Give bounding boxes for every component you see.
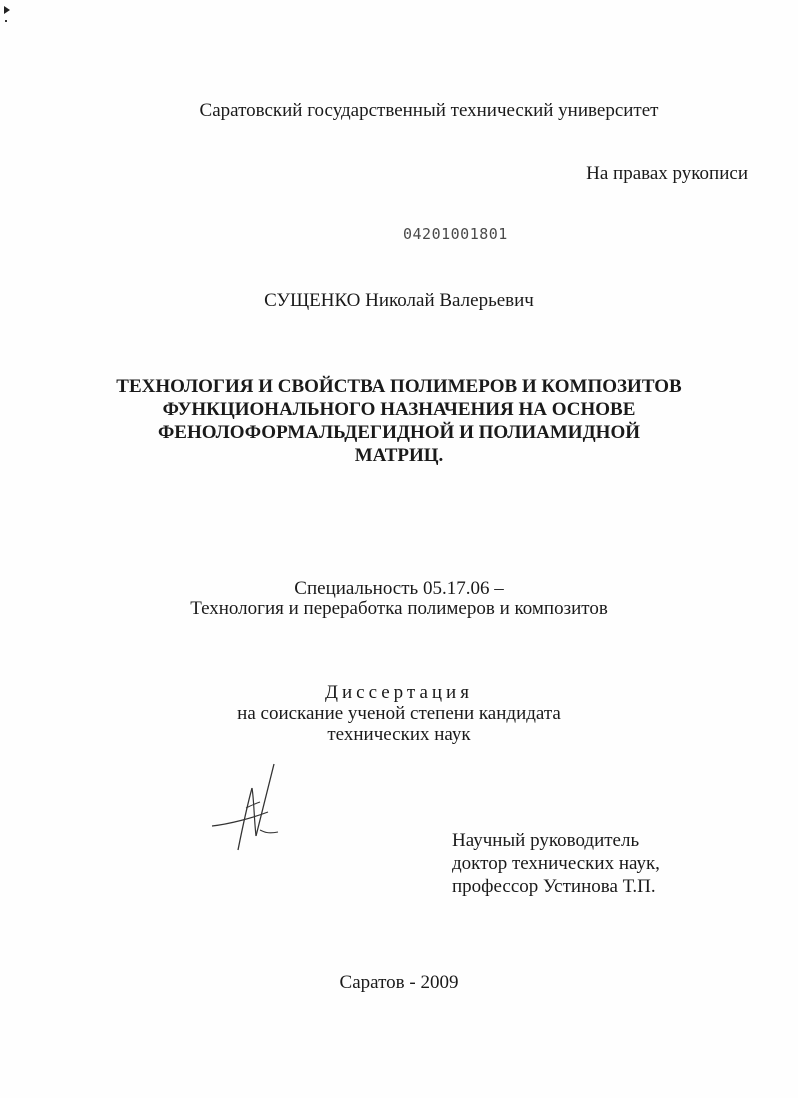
title-line: ФЕНОЛОФОРМАЛЬДЕГИДНОЙ И ПОЛИАМИДНОЙ <box>157 422 640 443</box>
university-name: Саратовский государственный технический университет <box>199 100 659 121</box>
registration-stamp-number: 04201001801 <box>403 225 508 243</box>
city-year: Саратов - 2009 <box>339 972 459 993</box>
scan-dot-mark <box>5 20 7 22</box>
author-signature <box>208 760 288 852</box>
degree-field: технических наук <box>327 724 471 745</box>
scan-arrow-mark <box>4 6 10 14</box>
title-line: ФУНКЦИОНАЛЬНОГО НАЗНАЧЕНИЯ НА ОСНОВЕ <box>162 399 636 420</box>
specialty-name: Технология и переработка полимеров и композитов <box>190 598 608 619</box>
author-name: СУЩЕНКО Николай Валерьевич <box>264 290 534 311</box>
supervisor-degree: доктор технических наук, <box>452 853 660 874</box>
dissertation-title <box>0 375 798 467</box>
dissertation-label: Диссертация <box>325 682 473 703</box>
scientific-supervisor <box>452 829 660 898</box>
degree-purpose: на соискание ученой степени кандидата <box>237 703 561 724</box>
title-line: МАТРИЦ. <box>354 445 444 466</box>
title-line: ТЕХНОЛОГИЯ И СВОЙСТВА ПОЛИМЕРОВ И КОМПОЗИТОВ <box>116 376 682 397</box>
specialty-code: Специальность 05.17.06 – <box>294 578 504 599</box>
manuscript-rights-note: На правах рукописи <box>586 163 748 184</box>
supervisor-name: профессор Устинова Т.П. <box>452 876 656 897</box>
supervisor-role: Научный руководитель <box>452 830 640 851</box>
